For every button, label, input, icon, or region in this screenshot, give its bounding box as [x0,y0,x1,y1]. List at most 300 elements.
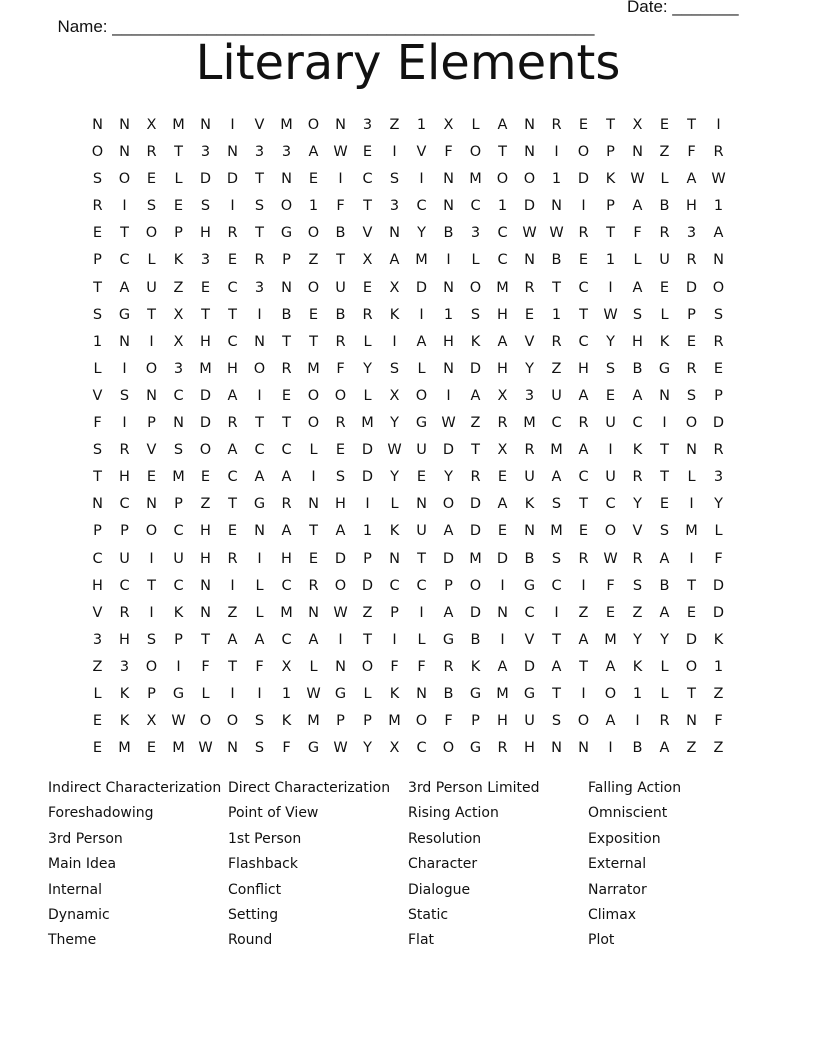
grid-cell[interactable]: N [92,117,103,133]
grid-cell[interactable]: E [146,469,157,486]
grid-cell[interactable]: T [363,631,372,648]
grid-cell[interactable]: E [227,523,238,540]
grid-cell[interactable]: E [173,198,184,215]
grid-cell[interactable]: L [363,333,372,350]
grid-cell[interactable]: E [605,387,616,404]
grid-cell[interactable]: K [632,658,643,675]
grid-cell[interactable]: E [146,171,157,188]
grid-cell[interactable]: C [281,442,292,459]
grid-cell[interactable]: C [551,415,562,432]
grid-cell[interactable]: K [524,496,535,513]
grid-cell[interactable]: R [578,415,589,432]
grid-cell[interactable]: M [280,604,293,621]
grid-cell[interactable]: A [578,442,589,459]
grid-cell[interactable]: C [551,577,562,594]
grid-cell[interactable]: E [578,252,589,269]
grid-cell[interactable]: L [309,442,318,459]
grid-cell[interactable]: W [306,685,321,702]
grid-cell[interactable]: U [524,713,535,730]
grid-cell[interactable]: B [632,740,643,757]
grid-cell[interactable]: T [228,306,237,323]
grid-cell[interactable]: X [389,279,400,296]
grid-cell[interactable]: S [146,631,157,648]
grid-cell[interactable]: U [119,550,130,567]
grid-cell[interactable]: O [199,442,212,459]
grid-cell[interactable]: N [227,144,238,161]
grid-cell[interactable]: A [443,604,454,621]
grid-cell[interactable]: T [579,306,588,323]
grid-cell[interactable]: V [416,144,427,161]
grid-cell[interactable]: A [254,469,265,486]
grid-cell[interactable]: E [578,117,589,133]
grid-cell[interactable]: A [686,171,697,188]
grid-cell[interactable]: F [633,225,642,242]
grid-cell[interactable]: E [335,442,346,459]
grid-cell[interactable]: X [146,713,157,730]
grid-cell[interactable]: D [199,415,212,432]
grid-cell[interactable]: Y [525,360,534,377]
grid-cell[interactable]: O [91,144,104,161]
grid-cell[interactable]: A [443,523,454,540]
grid-cell[interactable]: H [632,333,643,350]
grid-cell[interactable]: L [93,685,102,702]
grid-cell[interactable]: T [687,685,696,702]
grid-cell[interactable]: 3 [470,225,481,242]
grid-cell[interactable]: L [687,469,696,486]
grid-cell[interactable]: O [280,198,293,215]
grid-cell[interactable]: O [334,577,347,594]
grid-cell[interactable]: S [389,171,400,188]
grid-cell[interactable]: B [443,685,454,702]
grid-cell[interactable]: O [469,577,482,594]
grid-cell[interactable]: L [363,387,372,404]
grid-cell[interactable]: U [605,469,616,486]
grid-cell[interactable]: I [581,685,586,702]
grid-cell[interactable]: A [308,631,319,648]
grid-cell[interactable]: S [173,442,184,459]
grid-cell[interactable]: N [443,360,454,377]
grid-cell[interactable]: Y [633,496,642,513]
grid-cell[interactable]: A [605,713,616,730]
grid-cell[interactable]: N [254,523,265,540]
grid-cell[interactable]: G [442,631,455,648]
grid-cell[interactable]: E [659,117,670,133]
grid-cell[interactable]: H [686,198,697,215]
grid-cell[interactable]: I [392,631,397,648]
grid-cell[interactable]: L [93,360,102,377]
grid-cell[interactable]: A [227,631,238,648]
grid-cell[interactable]: T [687,577,696,594]
grid-cell[interactable]: S [632,577,643,594]
grid-cell[interactable]: U [659,252,670,269]
grid-cell[interactable]: T [660,442,669,459]
grid-cell[interactable]: G [415,415,428,432]
grid-cell[interactable]: K [119,713,130,730]
grid-cell[interactable]: T [282,333,291,350]
word-search-grid[interactable] [84,114,732,764]
grid-cell[interactable]: T [147,306,156,323]
grid-cell[interactable]: R [578,550,589,567]
grid-cell[interactable]: T [552,685,561,702]
grid-cell[interactable]: C [227,469,238,486]
grid-cell[interactable]: 3 [200,144,211,161]
grid-cell[interactable]: A [659,604,670,621]
grid-cell[interactable]: N [308,496,319,513]
grid-cell[interactable]: X [281,658,292,675]
grid-cell[interactable]: K [713,631,724,648]
grid-cell[interactable]: R [470,469,481,486]
grid-cell[interactable]: I [149,333,154,350]
grid-cell[interactable]: N [308,604,319,621]
grid-cell[interactable]: I [608,442,613,459]
grid-cell[interactable]: D [361,442,374,459]
grid-cell[interactable]: N [335,117,346,133]
grid-cell[interactable]: R [362,306,373,323]
grid-cell[interactable]: R [713,144,724,161]
grid-cell[interactable]: 1 [416,117,427,133]
grid-cell[interactable]: O [307,387,320,404]
grid-cell[interactable]: N [443,279,454,296]
grid-cell[interactable]: I [176,658,181,675]
grid-cell[interactable]: U [551,387,562,404]
grid-cell[interactable]: A [227,442,238,459]
grid-cell[interactable]: T [363,198,372,215]
grid-cell[interactable]: R [686,252,697,269]
grid-cell[interactable]: Z [308,252,319,269]
grid-cell[interactable]: F [714,713,723,730]
grid-cell[interactable]: M [280,117,293,133]
grid-cell[interactable]: F [390,658,399,675]
grid-cell[interactable]: O [469,279,482,296]
grid-cell[interactable]: I [122,360,127,377]
grid-cell[interactable]: D [523,658,536,675]
grid-cell[interactable]: D [226,171,239,188]
grid-cell[interactable]: M [469,171,482,188]
grid-cell[interactable]: H [200,550,211,567]
grid-cell[interactable]: C [254,442,265,459]
grid-cell[interactable]: F [714,550,723,567]
grid-cell[interactable]: H [335,496,346,513]
grid-cell[interactable]: W [711,171,726,188]
grid-cell[interactable]: T [255,415,264,432]
grid-cell[interactable]: G [523,577,536,594]
grid-cell[interactable]: F [255,658,264,675]
grid-cell[interactable]: U [524,469,535,486]
grid-cell[interactable]: R [578,225,589,242]
grid-cell[interactable]: 1 [362,523,373,540]
grid-cell[interactable]: I [257,550,262,567]
grid-cell[interactable]: L [201,685,210,702]
grid-cell[interactable]: O [442,740,455,757]
grid-cell[interactable]: D [523,198,536,215]
grid-cell[interactable]: O [604,685,617,702]
grid-cell[interactable]: Y [444,469,453,486]
grid-cell[interactable]: D [361,577,374,594]
grid-cell[interactable]: M [307,713,320,730]
grid-cell[interactable]: 1 [92,333,103,350]
grid-cell[interactable]: R [659,713,670,730]
grid-cell[interactable]: E [227,252,238,269]
grid-cell[interactable]: L [363,685,372,702]
grid-cell[interactable]: X [389,740,400,757]
grid-cell[interactable]: C [281,631,292,648]
grid-cell[interactable]: P [714,387,723,404]
grid-cell[interactable]: R [497,740,508,757]
grid-cell[interactable]: A [119,279,130,296]
grid-cell[interactable]: E [146,740,157,757]
grid-cell[interactable]: B [524,550,535,567]
grid-cell[interactable]: A [551,658,562,675]
grid-cell[interactable]: N [254,333,265,350]
grid-cell[interactable]: H [443,333,454,350]
grid-cell[interactable]: T [309,333,318,350]
grid-cell[interactable]: R [524,442,535,459]
grid-cell[interactable]: D [469,360,482,377]
grid-cell[interactable]: N [578,740,589,757]
grid-cell[interactable]: V [254,117,265,133]
grid-cell[interactable]: N [713,252,724,269]
grid-cell[interactable]: E [686,333,697,350]
grid-cell[interactable]: E [362,279,373,296]
grid-cell[interactable]: B [281,306,292,323]
grid-cell[interactable]: P [147,685,156,702]
grid-cell[interactable]: D [685,279,698,296]
grid-cell[interactable]: P [174,225,183,242]
grid-cell[interactable]: C [173,577,184,594]
grid-cell[interactable]: L [660,658,669,675]
grid-cell[interactable]: M [496,685,509,702]
grid-cell[interactable]: I [689,550,694,567]
grid-cell[interactable]: K [119,685,130,702]
grid-cell[interactable]: X [497,387,508,404]
grid-cell[interactable]: B [659,198,670,215]
grid-cell[interactable]: D [334,550,347,567]
grid-cell[interactable]: W [387,442,402,459]
grid-cell[interactable]: Y [417,225,426,242]
grid-cell[interactable]: K [659,333,670,350]
grid-cell[interactable]: E [308,306,319,323]
grid-cell[interactable]: I [392,333,397,350]
grid-cell[interactable]: U [605,415,616,432]
grid-cell[interactable]: D [712,577,725,594]
grid-cell[interactable]: Z [227,604,238,621]
grid-cell[interactable]: 1 [308,198,319,215]
grid-cell[interactable]: S [254,713,265,730]
grid-cell[interactable]: R [713,333,724,350]
grid-cell[interactable]: C [416,577,427,594]
grid-cell[interactable]: K [173,252,184,269]
grid-cell[interactable]: Y [363,740,372,757]
grid-cell[interactable]: C [119,252,130,269]
grid-cell[interactable]: M [550,442,563,459]
grid-cell[interactable]: R [227,415,238,432]
grid-cell[interactable]: M [172,117,185,133]
grid-cell[interactable]: U [173,550,184,567]
grid-cell[interactable]: A [281,469,292,486]
grid-cell[interactable]: G [469,685,482,702]
grid-cell[interactable]: B [335,306,346,323]
grid-cell[interactable]: 3 [713,469,724,486]
grid-cell[interactable]: S [335,469,346,486]
grid-cell[interactable]: O [226,713,239,730]
grid-cell[interactable]: C [578,333,589,350]
grid-cell[interactable]: R [335,415,346,432]
grid-cell[interactable]: E [605,604,616,621]
grid-cell[interactable]: O [415,387,428,404]
grid-cell[interactable]: I [122,415,127,432]
grid-cell[interactable]: H [200,523,211,540]
grid-cell[interactable]: K [632,442,643,459]
grid-cell[interactable]: Z [659,144,670,161]
grid-cell[interactable]: M [523,415,536,432]
grid-cell[interactable]: Y [390,415,399,432]
grid-cell[interactable]: F [93,415,102,432]
grid-cell[interactable]: H [497,713,508,730]
grid-cell[interactable]: N [119,144,130,161]
grid-cell[interactable]: D [469,523,482,540]
grid-cell[interactable]: S [200,198,211,215]
grid-cell[interactable]: E [497,469,508,486]
grid-cell[interactable]: 3 [200,252,211,269]
grid-cell[interactable]: A [389,252,400,269]
grid-cell[interactable]: B [632,360,643,377]
grid-cell[interactable]: C [416,198,427,215]
grid-cell[interactable]: Y [606,333,615,350]
grid-cell[interactable]: R [335,333,346,350]
grid-cell[interactable]: X [389,387,400,404]
grid-cell[interactable]: Z [389,117,400,133]
grid-cell[interactable]: A [632,198,643,215]
grid-cell[interactable]: F [606,577,615,594]
grid-cell[interactable]: O [604,523,617,540]
grid-cell[interactable]: R [227,225,238,242]
grid-cell[interactable]: W [522,225,537,242]
grid-cell[interactable]: K [605,171,616,188]
grid-cell[interactable]: I [635,713,640,730]
grid-cell[interactable]: A [605,658,616,675]
grid-cell[interactable]: T [606,117,615,133]
grid-cell[interactable]: D [712,415,725,432]
grid-cell[interactable]: N [524,252,535,269]
grid-cell[interactable]: R [551,117,562,133]
grid-cell[interactable]: K [389,685,400,702]
grid-cell[interactable]: 1 [551,306,562,323]
grid-cell[interactable]: N [416,496,427,513]
grid-cell[interactable]: G [118,306,131,323]
grid-cell[interactable]: I [716,117,721,133]
grid-cell[interactable]: N [524,117,535,133]
grid-cell[interactable]: P [93,523,102,540]
grid-cell[interactable]: O [577,144,590,161]
grid-cell[interactable]: P [687,306,696,323]
grid-cell[interactable]: O [496,171,509,188]
grid-cell[interactable]: C [497,252,508,269]
name-field-label[interactable]: Name: ___________________________________________________ [57,17,595,36]
grid-cell[interactable]: B [659,577,670,594]
grid-cell[interactable]: L [255,577,264,594]
grid-cell[interactable]: A [497,496,508,513]
grid-cell[interactable]: R [146,144,157,161]
grid-cell[interactable]: T [201,631,210,648]
grid-cell[interactable]: R [713,442,724,459]
grid-cell[interactable]: K [173,604,184,621]
grid-cell[interactable]: A [227,387,238,404]
grid-cell[interactable]: S [605,360,616,377]
grid-cell[interactable]: C [497,225,508,242]
grid-cell[interactable]: T [309,523,318,540]
grid-cell[interactable]: P [174,631,183,648]
grid-cell[interactable]: N [146,496,157,513]
grid-cell[interactable]: K [281,713,292,730]
grid-cell[interactable]: A [659,550,670,567]
grid-cell[interactable]: X [632,117,643,133]
grid-cell[interactable]: N [389,550,400,567]
grid-cell[interactable]: I [419,604,424,621]
grid-cell[interactable]: S [92,306,103,323]
grid-cell[interactable]: O [253,360,266,377]
grid-cell[interactable]: I [365,496,370,513]
grid-cell[interactable]: H [227,360,238,377]
grid-cell[interactable]: I [230,685,235,702]
grid-cell[interactable]: M [307,360,320,377]
grid-cell[interactable]: T [417,550,426,567]
grid-cell[interactable]: Y [363,360,372,377]
grid-cell[interactable]: I [608,740,613,757]
grid-cell[interactable]: S [551,496,562,513]
grid-cell[interactable]: F [687,144,696,161]
grid-cell[interactable]: Z [92,658,103,675]
grid-cell[interactable]: A [578,631,589,648]
grid-cell[interactable]: R [119,442,130,459]
grid-cell[interactable]: N [389,225,400,242]
grid-cell[interactable]: X [443,117,454,133]
grid-cell[interactable]: D [361,469,374,486]
grid-cell[interactable]: 3 [92,631,103,648]
grid-cell[interactable]: 3 [524,387,535,404]
grid-cell[interactable]: O [685,658,698,675]
grid-cell[interactable]: F [444,713,453,730]
grid-cell[interactable]: W [333,144,348,161]
grid-cell[interactable]: T [255,171,264,188]
grid-cell[interactable]: D [442,442,455,459]
grid-cell[interactable]: R [227,550,238,567]
grid-cell[interactable]: C [578,279,589,296]
grid-cell[interactable]: L [417,631,426,648]
grid-cell[interactable]: P [282,252,291,269]
grid-cell[interactable]: A [551,469,562,486]
grid-cell[interactable]: T [687,117,696,133]
grid-cell[interactable]: Y [714,496,723,513]
grid-cell[interactable]: P [147,415,156,432]
grid-cell[interactable]: C [470,198,481,215]
grid-cell[interactable]: M [550,523,563,540]
grid-cell[interactable]: O [442,496,455,513]
grid-cell[interactable]: C [389,577,400,594]
grid-cell[interactable]: T [120,225,129,242]
grid-cell[interactable]: L [471,252,480,269]
grid-cell[interactable]: C [119,496,130,513]
grid-cell[interactable]: C [227,333,238,350]
grid-cell[interactable]: S [146,198,157,215]
grid-cell[interactable]: E [281,387,292,404]
grid-cell[interactable]: E [200,469,211,486]
grid-cell[interactable]: L [390,496,399,513]
grid-cell[interactable]: K [389,523,400,540]
grid-cell[interactable]: R [308,577,319,594]
grid-cell[interactable]: E [659,496,670,513]
grid-cell[interactable]: Z [173,279,184,296]
grid-cell[interactable]: Y [633,631,642,648]
